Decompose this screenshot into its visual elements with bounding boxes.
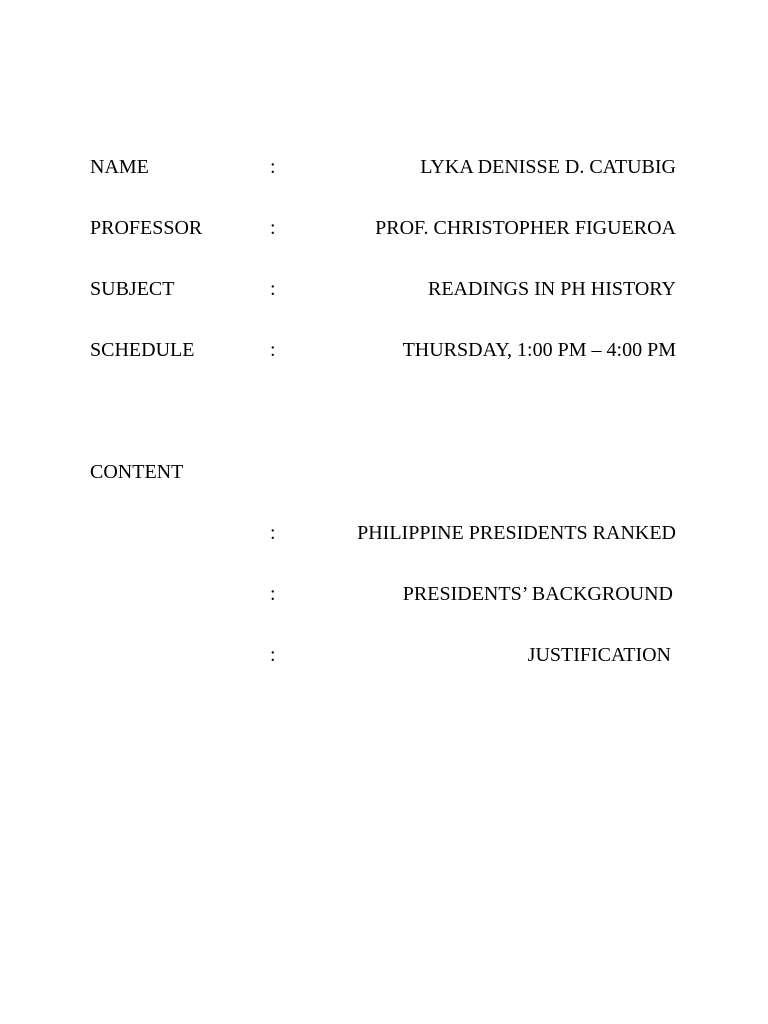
content-item-value: JUSTIFICATION [527,644,671,666]
content-item-value: PHILIPPINE PRESIDENTS RANKED [357,522,676,544]
content-heading-row [0,457,768,487]
name-colon: : [270,156,276,178]
subject-value: READINGS IN PH HISTORY [428,278,676,300]
professor-label: PROFESSOR [90,217,203,239]
name-value: LYKA DENISSE D. CATUBIG [420,156,676,178]
professor-value: PROF. CHRISTOPHER FIGUEROA [375,217,676,239]
professor-row [0,213,768,243]
content-item-colon: : [270,583,276,605]
content-item [0,640,768,670]
content-item-colon: : [270,522,276,544]
subject-colon: : [270,278,276,300]
schedule-label: SCHEDULE [90,339,195,361]
content-item [0,518,768,548]
content-item-value: PRESIDENTS’ BACKGROUND [402,583,673,605]
professor-colon: : [270,217,276,239]
schedule-colon: : [270,339,276,361]
content-item-colon: : [270,644,276,666]
content-item [0,579,768,609]
content-heading: CONTENT [90,461,184,483]
schedule-row [0,335,768,365]
subject-label: SUBJECT [90,278,175,300]
name-label: NAME [90,156,149,178]
name-row [0,152,768,182]
schedule-value: THURSDAY, 1:00 PM – 4:00 PM [402,339,676,361]
subject-row [0,274,768,304]
